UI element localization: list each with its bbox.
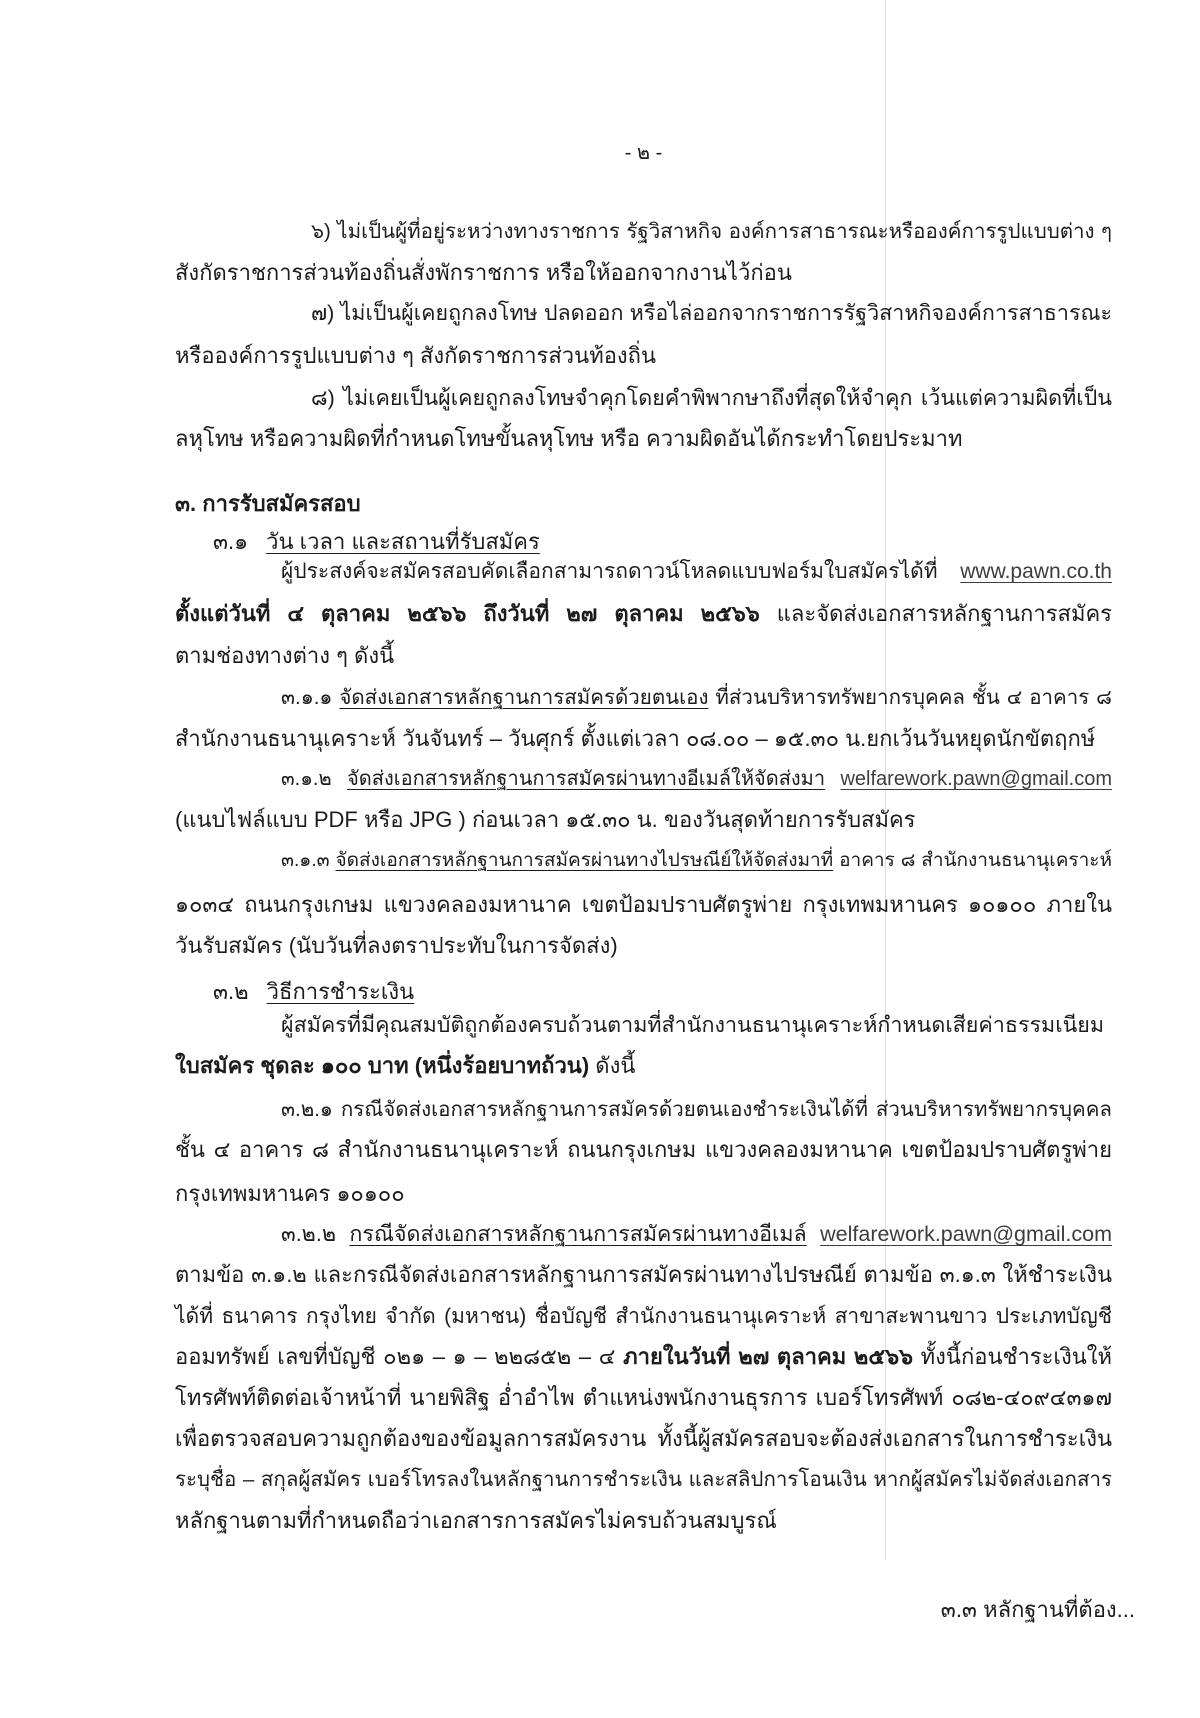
- section3-2-2-text-2: ตามข้อ ๓.๑.๒ และกรณีจัดส่งเอกสารหลักฐานการสมัครผ่านทางไปรษณีย์ ตามข้อ ๓.๑.๓ ให้ชำระเงิน: [175, 1262, 1112, 1287]
- page-number: [175, 132, 1112, 174]
- section3-1-2-text-2: (แนบไฟล์แบบ PDF หรือ JPG ) ก่อนเวลา ๑๕.๓๐ น. ของวันสุดท้ายการรับสมัคร: [175, 807, 916, 832]
- website-link[interactable]: www.pawn.co.th: [960, 560, 1112, 583]
- section3-1-intro-text: ผู้ประสงค์จะสมัครสอบคัดเลือกสามารถดาวน์โหลดแบบฟอร์มใบสมัครได้ที่: [281, 560, 961, 583]
- section3-1-number: ๓.๑: [213, 529, 249, 554]
- section3-2-1-line3: [175, 1173, 1112, 1215]
- section3-2-1-text: ๓.๒.๑ กรณีจัดส่งเอกสารหลักฐานการสมัครด้วยตนเองชำระเงินได้ที่ ส่วนบริหารทรัพยากรบุคคล: [281, 1098, 1112, 1121]
- section3-1-1-line2: [175, 718, 1112, 760]
- section3-1-intro-text-2: และจัดส่งเอกสารหลักฐานการสมัคร: [759, 601, 1112, 626]
- section3-1-3-title: จัดส่งเอกสารหลักฐานการสมัครผ่านทางไปรษณีย์ให้จัดส่งมาที่: [335, 850, 834, 871]
- item7-text-1: ๗) ไม่เป็นผู้เคยถูกลงโทษ ปลดออก หรือไล่ออกจากราชการรัฐวิสาหกิจองค์การสาธารณะ: [311, 301, 1112, 325]
- section3-1-intro-line3: [175, 635, 1112, 677]
- section3-2-1-text-2: ชั้น ๔ อาคาร ๘ สำนักงานธนานุเคราะห์ ถนนกรุงเกษม แขวงคลองมหานาค เขตป้อมปราบศัตรูพ่าย: [175, 1137, 1112, 1162]
- section3-1-2-title: จัดส่งเอกสารหลักฐานการสมัครผ่านทางอีเมล์ให้จัดส่งมา: [347, 768, 826, 790]
- section3-2-number: ๓.๒: [213, 979, 249, 1004]
- section3-2-2-line7: [175, 1459, 1112, 1501]
- section3-2-2-line4: [175, 1336, 1112, 1378]
- section3-1-3-number: ๓.๑.๓: [281, 850, 336, 871]
- section3-2-title: วิธีการชำระเงิน: [266, 979, 415, 1004]
- section3-2-intro-line2: [175, 1045, 1112, 1087]
- item6-line1: [311, 211, 1112, 253]
- section3-heading-text: ๓. การรับสมัครสอบ: [175, 491, 361, 516]
- section3-2-2-number: ๓.๒.๒: [281, 1222, 350, 1246]
- section3-2-2-text-6: เพื่อตรวจสอบความถูกต้องของข้อมูลการสมัครงาน ทั้งนี้ผู้สมัครสอบจะต้องส่งเอกสารในการชำระเงิน: [175, 1426, 1112, 1451]
- section3-1-intro-line2: [175, 593, 1112, 635]
- section3-1-3-line3: [175, 925, 1112, 967]
- item6-text-2: สังกัดราชการส่วนท้องถิ่นสั่งพักราชการ หรือให้ออกจากงานไว้ก่อน: [175, 260, 792, 285]
- section3-1-1-text: ที่ส่วนบริหารทรัพยากรบุคคล ชั้น ๔ อาคาร ๘: [708, 686, 1112, 709]
- section3-1-3-text: อาคาร ๘ สำนักงานธนานุเคราะห์: [833, 850, 1113, 871]
- section3-1-3-text-3: วันรับสมัคร (นับวันที่ลงตราประทับในการจัดส่ง): [175, 933, 618, 958]
- section3-1-title: วัน เวลา และสถานที่รับสมัคร: [266, 529, 540, 554]
- section3-2-2-line3: [175, 1296, 1112, 1338]
- section3-2-2-title: กรณีจัดส่งเอกสารหลักฐานการสมัครผ่านทางอีเมล์: [349, 1222, 807, 1246]
- section3-1-1-text-2: สำนักงานธนานุเคราะห์ วันจันทร์ – วันศุกร์ ตั้งแต่เวลา ๐๘.๐๐ – ๑๕.๓๐ น.ยกเว้นวันหยุดนักขัตฤกษ์: [175, 726, 1096, 751]
- section3-2-2-text-4: ทั้งนี้ก่อนชำระเงินให้: [913, 1344, 1112, 1369]
- contact-phone-text: โทรศัพท์ติดต่อเจ้าหน้าที่ นายพิสิฐ อ่ำอำไพ ตำแหน่งพนักงานธุรการ เบอร์โทรศัพท์ ๐๘๒-๔๐๙๔๓๑๗: [175, 1385, 1112, 1410]
- item7-text-2: หรือองค์การรูปแบบต่าง ๆ สังกัดราชการส่วนท้องถิ่น: [175, 343, 657, 368]
- section3-1-3-line2: [175, 884, 1112, 926]
- page-number-text: - ๒ -: [624, 142, 663, 164]
- item7-line1: [311, 292, 1112, 334]
- section3-2-intro-text: ผู้สมัครที่มีคุณสมบัติถูกต้องครบถ้วนตามที่สำนักงานธนานุเคราะห์กำหนดเสียค่าธรรมเนียม: [281, 1013, 1105, 1037]
- section3-2-2-text-8: หลักฐานตามที่กำหนดถือว่าเอกสารการสมัครไม่ครบถ้วนสมบูรณ์: [175, 1508, 777, 1533]
- section3-2-1-line2: [175, 1129, 1112, 1171]
- section3-1-2-line1: [281, 758, 1112, 800]
- account-number-text: ออมทรัพย์ เลขที่บัญชี ๐๒๑ – ๑ – ๒๒๘๕๒ – ๔: [175, 1344, 624, 1369]
- item8-text-2: ลหุโทษ หรือความผิดที่กำหนดโทษขั้นลหุโทษ หรือ ความผิดอันได้กระทำโดยประมาท: [175, 426, 963, 451]
- section3-2-2-text-7: ระบุชื่อ – สกุลผู้สมัคร เบอร์โทรลงในหลักฐานการชำระเงิน และสลิปการโอนเงิน หากผู้สมัครไม่จัดส่งเอกสาร: [175, 1468, 1112, 1491]
- item6-text-1: ๖) ไม่เป็นผู้ที่อยู่ระหว่างทางราชการ รัฐวิสาหกิจ องค์การสาธารณะหรือองค์การรูปแบบต่าง ๆ: [311, 220, 1112, 243]
- section3-2-2-line8: [175, 1500, 1112, 1542]
- section3-1-3-text-2: ๑๐๓๔ ถนนกรุงเกษม แขวงคลองมหานาค เขตป้อมปราบศัตรูพ่าย กรุงเทพมหานคร ๑๐๑๐๐ ภายใน: [175, 892, 1112, 917]
- continuation-text: ๓.๓ หลักฐานที่ต้อง...: [940, 1597, 1135, 1622]
- section3-2-2-line2: [175, 1254, 1112, 1296]
- section3-1-2-number: ๓.๑.๒: [281, 768, 348, 790]
- continuation-note: [880, 1589, 1135, 1631]
- section3-1-3-line1: [281, 840, 1112, 882]
- section3-1-intro-line1: [281, 551, 1112, 593]
- section3-2-2-line6: [175, 1418, 1112, 1460]
- section3-1-intro-text-3: ตามช่องทางต่าง ๆ ดังนี้: [175, 643, 395, 668]
- section3-2-1-text-3: กรุงเทพมหานคร ๑๐๑๐๐: [175, 1181, 405, 1206]
- application-period: ตั้งแต่วันที่ ๔ ตุลาคม ๒๕๖๖ ถึงวันที่ ๒๗ ตุลาคม ๒๕๖๖: [175, 601, 760, 626]
- section3-2-2-text-3: ได้ที่ ธนาคาร กรุงไทย จำกัด (มหาชน) ชื่อบัญชี สำนักงานธนานุเคราะห์ สาขาสะพานขาว ประเภทบัญชี: [175, 1305, 1112, 1328]
- section3-heading: [175, 483, 1112, 525]
- section3-2-2-line1: [281, 1213, 1112, 1255]
- item7-line2: [175, 335, 1112, 377]
- item8-line2: [175, 418, 1112, 460]
- item8-line1: [311, 377, 1112, 419]
- section3-2-intro-line1: [281, 1004, 1112, 1046]
- section3-1-1-number: ๓.๑.๑: [281, 686, 340, 709]
- section3-2-1-line1: [281, 1089, 1112, 1131]
- section3-1-1-title: จัดส่งเอกสารหลักฐานการสมัครด้วยตนเอง: [339, 686, 709, 709]
- payment-deadline: ภายในวันที่ ๒๗ ตุลาคม ๒๕๖๖: [623, 1344, 913, 1369]
- section3-1-1-line1: [281, 677, 1112, 719]
- item6-line2: [175, 252, 1112, 294]
- email-link-1[interactable]: welfarework.pawn@gmail.com: [840, 768, 1112, 790]
- application-fee: ใบสมัคร ชุดละ ๑๐๐ บาท (หนึ่งร้อยบาทถ้วน): [175, 1053, 590, 1078]
- section3-1-2-line2: [175, 799, 1112, 841]
- section3-2-intro-text-2: ดังนี้: [589, 1053, 636, 1078]
- email-link-2[interactable]: welfarework.pawn@gmail.com: [820, 1222, 1112, 1246]
- item8-text-1: ๘) ไม่เคยเป็นผู้เคยถูกลงโทษจำคุกโดยคำพิพากษาถึงที่สุดให้จำคุก เว้นแต่ความผิดที่เป็น: [311, 386, 1112, 410]
- section3-2-2-line5: [175, 1377, 1112, 1419]
